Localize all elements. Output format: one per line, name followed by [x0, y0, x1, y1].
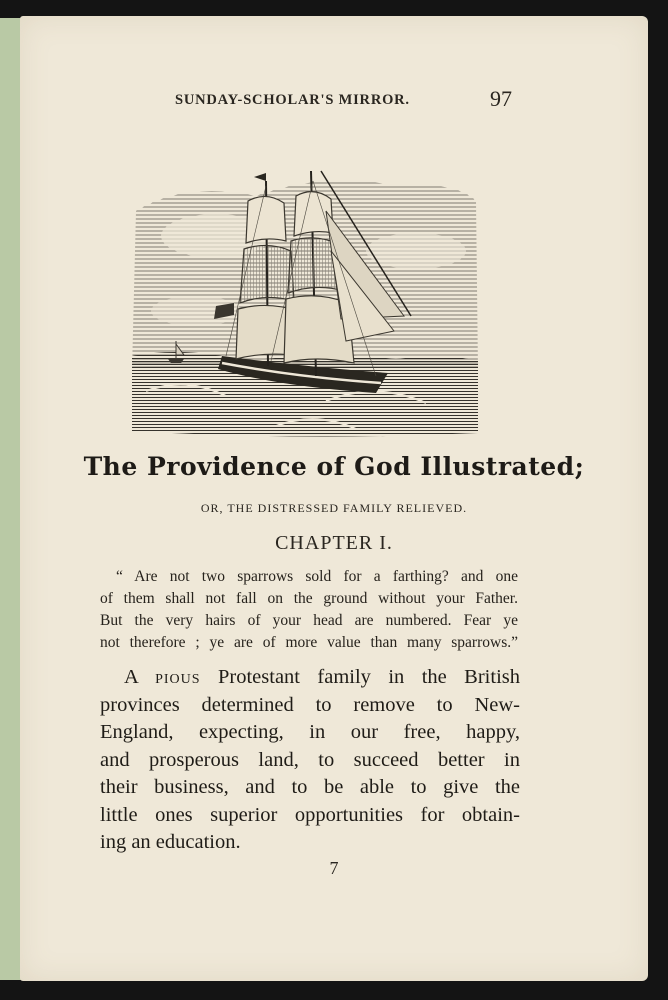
epigraph-line: But the very hairs of your head are numbered. Fear ye	[100, 612, 518, 629]
opening-word: A	[124, 666, 138, 688]
body-line: and prosperous land, to succeed better in	[100, 748, 520, 771]
chapter-heading: CHAPTER I.	[275, 532, 393, 554]
body-line: England, expecting, in our free, happy,	[100, 721, 520, 743]
body-line: little ones superior opportunities for obtain-	[100, 803, 520, 826]
sailing-ship-engraving-icon	[126, 141, 482, 441]
page-number: 97	[490, 86, 512, 111]
first-line-text: Protestant family in the British	[218, 666, 520, 688]
smallcaps-word: pious	[155, 666, 201, 688]
epigraph-line: “ Are not two sparrows sold for a farthing? and one	[116, 568, 518, 585]
story-title: The Providence of God Illustrated;	[83, 452, 585, 481]
body-line: ing an education.	[100, 831, 241, 853]
epigraph-line: not therefore ; ye are of more value than many sparrows.”	[100, 634, 518, 651]
running-title: SUNDAY-SCHOLAR'S MIRROR.	[175, 92, 410, 108]
body-line	[100, 664, 520, 692]
body-paragraph	[100, 664, 520, 857]
body-line: provinces determined to remove to New-	[100, 693, 520, 716]
epigraph-line: of them shall not fall on the ground without your Father.	[100, 590, 518, 607]
body-line: their business, and to be able to give the	[100, 776, 520, 798]
scripture-epigraph	[100, 566, 518, 654]
signature-folio: 7	[329, 858, 339, 878]
book-page	[20, 16, 648, 981]
story-subtitle: OR, THE DISTRESSED FAMILY RELIEVED.	[200, 501, 468, 515]
